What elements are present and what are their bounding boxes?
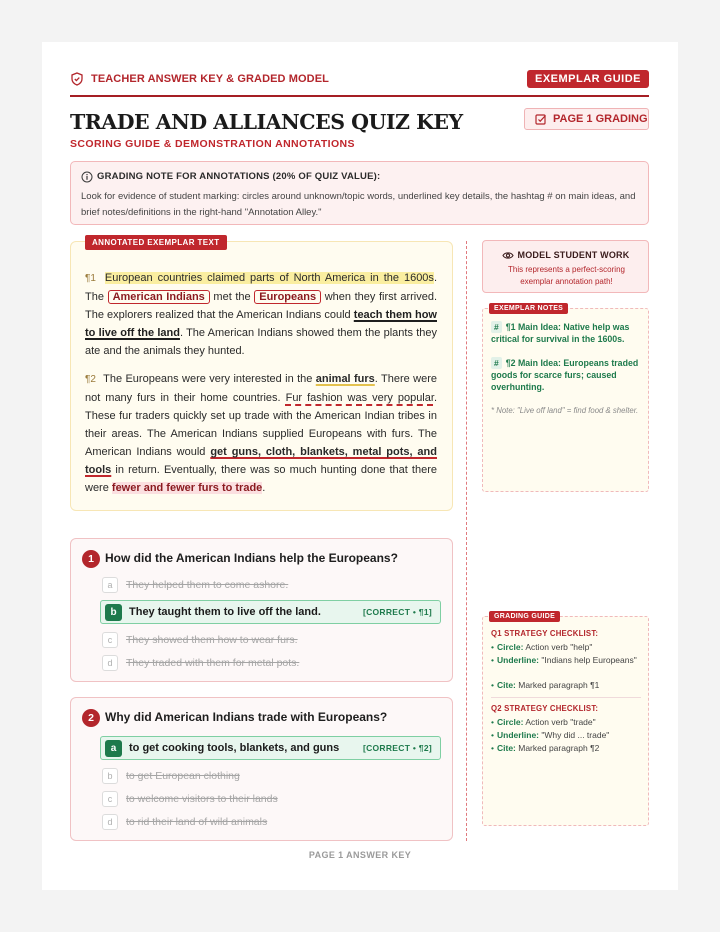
question-2	[70, 697, 453, 841]
option-letter: b	[105, 604, 122, 621]
annotation-divider	[466, 241, 467, 841]
option-d[interactable]	[102, 655, 299, 673]
text-run: . The	[85, 272, 437, 303]
underlined-detail: teach them how to live off the land	[85, 309, 437, 339]
option-letter: c	[102, 632, 118, 648]
checklist-value: Action verb "help"	[525, 642, 593, 652]
option-text: to get European clothing	[126, 769, 240, 782]
page-subtitle: SCORING GUIDE & DEMONSTRATION ANNOTATIONS	[70, 138, 355, 150]
option-letter: d	[102, 814, 118, 830]
checklist-value: "Why did ... trade"	[541, 730, 610, 740]
checklist-value: "Indians help Europeans"	[541, 655, 637, 665]
checklist-key: Cite:	[496, 680, 516, 690]
question-number: 2	[82, 709, 100, 727]
option-b[interactable]	[102, 768, 240, 786]
text-run: The Europeans were very interested in the	[103, 373, 316, 385]
exemplar-notes-tag: EXEMPLAR NOTES	[489, 303, 568, 314]
q1-checklist-heading: Q1 STRATEGY CHECKLIST:	[491, 629, 599, 638]
option-letter: c	[102, 791, 118, 807]
correct-badge: [CORRECT • ¶2]	[362, 743, 432, 753]
dashed-underline: Fur fashion was very popular	[285, 392, 434, 404]
checklist-key: Underline:	[496, 655, 540, 665]
option-text: They showed them how to wear furs.	[126, 633, 298, 646]
question-1	[70, 538, 453, 682]
text-run: in return. Eventually, there was so much hunting done that there were	[85, 464, 437, 494]
answer-key-page	[42, 42, 678, 890]
paragraph-mark: ¶1	[85, 273, 96, 284]
grading-guide-tag: GRADING GUIDE	[489, 611, 560, 622]
question-number: 1	[82, 550, 100, 568]
paragraph-1	[85, 269, 437, 360]
text-run: . There were not many furs in their home countries.	[85, 373, 437, 404]
checklist-item: • Underline: "Indians help Europeans"	[491, 655, 637, 665]
grading-note-body: Look for evidence of student marking: circles around unknown/topic words, underlined key details, the hashtag # on main ideas, and brief notes/definitions in the right-hand "Annotation Alley."	[81, 191, 636, 218]
option-letter: b	[102, 768, 118, 784]
annotated-passage	[70, 238, 453, 511]
option-text: They helped them to come ashore.	[126, 578, 289, 591]
main-idea-note-2	[491, 357, 643, 393]
circled-word: American Indians	[108, 290, 210, 304]
option-text: to rid their land of wild animals	[126, 815, 268, 828]
highlight: European countries claimed parts of North America in the 1600s	[104, 272, 434, 284]
option-c[interactable]	[102, 791, 278, 809]
grading-guide-panel	[482, 613, 649, 826]
option-letter: a	[102, 577, 118, 593]
text-run: met the	[209, 291, 255, 303]
grading-note-title: GRADING NOTE FOR ANNOTATIONS (20% OF QUIZ VALUE):	[97, 171, 381, 182]
checklist-item: • Circle: Action verb "help"	[491, 642, 593, 652]
checkbox-edit-icon	[535, 113, 547, 125]
hashtag-mark: #	[491, 357, 502, 369]
note-text: ¶2 Main Idea: Europeans traded goods for scarce furs; caused overhunting.	[491, 358, 639, 392]
exemplar-notes-panel	[482, 305, 649, 492]
checklist-value: Action verb "trade"	[525, 717, 596, 727]
option-a[interactable]	[102, 577, 288, 595]
page-footer: PAGE 1 ANSWER KEY	[308, 850, 412, 860]
checklist-item: • Underline: "Why did ... trade"	[491, 730, 610, 740]
checklist-divider	[491, 697, 641, 698]
option-a-correct[interactable]	[100, 736, 441, 760]
option-b-correct[interactable]	[100, 600, 441, 624]
question-text: How did the American Indians help the Europeans?	[105, 551, 398, 565]
text-run: when they first arrived. The explorers realized that the American Indians could	[85, 291, 438, 321]
q2-checklist-heading: Q2 STRATEGY CHECKLIST:	[491, 704, 599, 713]
highlight: fewer and fewer furs to trade	[111, 482, 263, 494]
option-d[interactable]	[102, 814, 267, 832]
checklist-value: Marked paragraph ¶2	[518, 743, 600, 753]
note-text: ¶1 Main Idea: Native help was critical for survival in the 1600s.	[491, 322, 630, 344]
underlined-detail: get guns, cloth, blankets, metal pots, and tools	[85, 446, 437, 476]
circled-word: Europeans	[254, 290, 321, 304]
definition-note: * Note: "Live off land" = find food & shelter.	[491, 406, 639, 415]
option-text: They taught them to live off the land.	[129, 606, 321, 618]
checklist-value: Marked paragraph ¶1	[518, 680, 600, 690]
checklist-key: Underline:	[496, 730, 540, 740]
info-icon	[81, 171, 93, 183]
page-grading-badge	[524, 108, 649, 130]
model-title-text: MODEL STUDENT WORK	[517, 250, 630, 260]
option-text: to get cooking tools, blankets, and guns	[129, 742, 340, 754]
text-run: . These fur traders quickly set up trade with the American Indian tribes in their areas. The American Indians supplied Europeans with furs. The American Indians would	[85, 392, 437, 458]
option-letter: a	[105, 740, 122, 757]
paragraph-mark: ¶2	[85, 374, 96, 385]
eye-icon	[502, 251, 514, 260]
option-letter: d	[102, 655, 118, 671]
text-run: .	[262, 482, 266, 494]
checklist-item: • Cite: Marked paragraph ¶1	[491, 680, 600, 690]
checklist-key: Circle:	[496, 642, 524, 652]
question-text: Why did American Indians trade with Europeans?	[105, 710, 388, 724]
model-subtitle: This represents a perfect-scoring exemplar annotation path!	[508, 265, 625, 286]
exemplar-guide-badge: EXEMPLAR GUIDE	[527, 70, 649, 88]
passage-tag: ANNOTATED EXEMPLAR TEXT	[85, 235, 227, 250]
top-bar	[70, 70, 649, 97]
answer-key-label: TEACHER ANSWER KEY & GRADED MODEL	[91, 73, 329, 85]
paragraph-2	[85, 370, 437, 497]
hashtag-mark: #	[491, 321, 502, 333]
underlined-detail: animal furs	[315, 373, 375, 385]
page-title: TRADE AND ALLIANCES QUIZ KEY	[70, 110, 463, 134]
option-c[interactable]	[102, 632, 298, 650]
grading-note	[70, 161, 649, 225]
text-run: . The American Indians showed them the plants they ate and the animals they hunted.	[85, 327, 437, 357]
checklist-key: Cite:	[496, 743, 516, 753]
main-idea-note-1	[491, 321, 643, 345]
model-student-work-box	[482, 240, 649, 293]
correct-badge: [CORRECT • ¶1]	[362, 607, 432, 617]
shield-check-icon	[70, 72, 84, 86]
checklist-item: • Cite: Marked paragraph ¶2	[491, 743, 600, 753]
model-title	[483, 250, 648, 260]
checklist-key: Circle:	[496, 717, 524, 727]
checklist-item: • Circle: Action verb "trade"	[491, 717, 596, 727]
page-grading-label: PAGE 1 GRADING	[553, 113, 648, 125]
option-text: to welcome visitors to their lands	[126, 792, 278, 805]
option-text: They traded with them for metal pots.	[126, 656, 300, 669]
